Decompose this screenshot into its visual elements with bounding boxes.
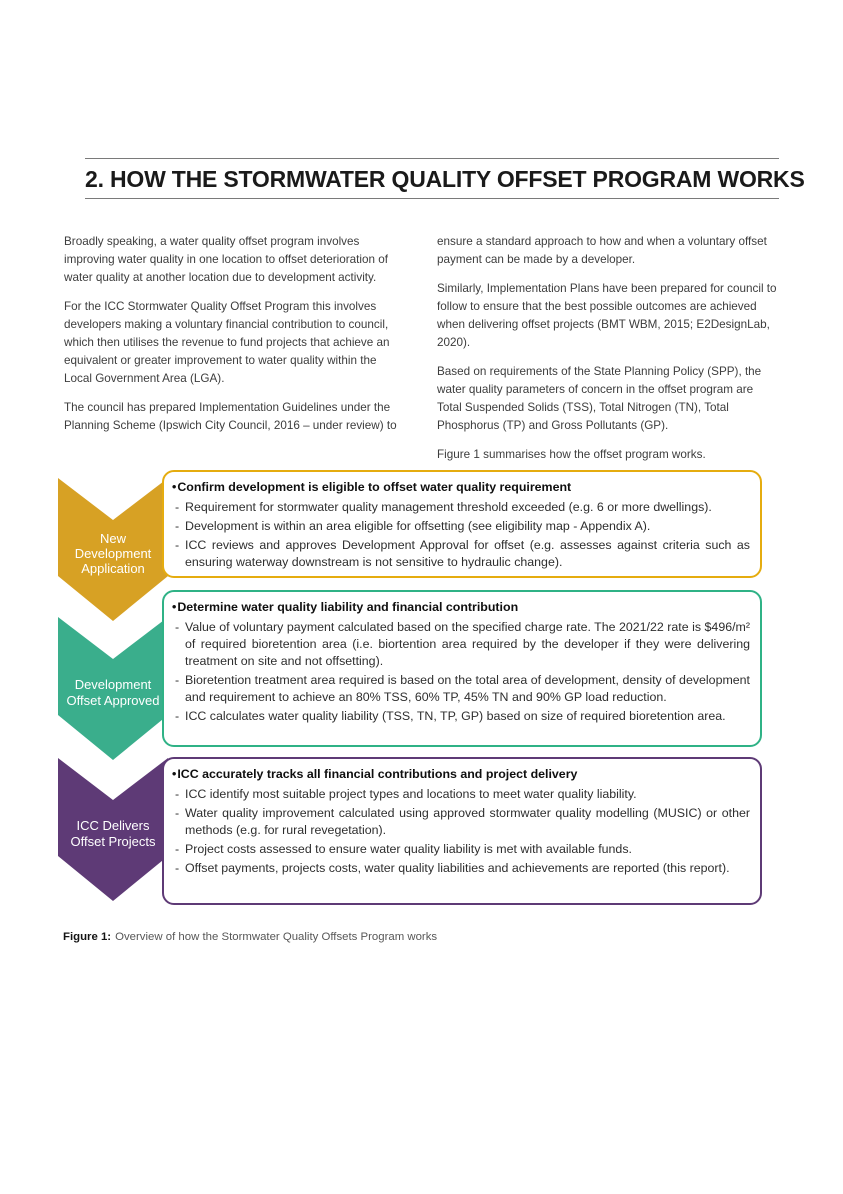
flow-step-box-tracking [162,757,762,905]
paragraph: Similarly, Implementation Plans have been prepared for council to follow to ensure that the best possible outcomes are achieved when delivering offset projects (BMT WBM, 2015; E2DesignLab, 2020). [437,282,777,350]
section-title: 2. HOW THE STORMWATER QUALITY OFFSET PROGRAM WORKS [85,166,805,192]
flow-step-bullet: - Value of voluntary payment calculated based on the specified charge rate. The 2021/22 rate is $496/m² of required bioretention area (i.e. biortention area required by the developer if they were delivering treatment on site and not offsetting). [172,619,750,670]
flow-step-title: • Determine water quality liability and financial contribution [172,599,750,616]
dash-marker [172,499,185,516]
flow-step-bullet: - ICC identify most suitable project types and locations to meet water quality liability. [172,786,750,803]
figure-caption [63,931,437,943]
paragraph: ensure a standard approach to how and when a voluntary offset payment can be made by a developer. [437,235,767,267]
figure-caption-label: Figure 1: [63,931,112,943]
figure-caption-text: Overview of how the Stormwater Quality Offsets Program works [115,931,438,943]
dash-marker [172,841,185,858]
flow-chevron-new-development-application [58,478,168,621]
dash-marker [172,805,185,839]
flow-step-bullet: - Offset payments, projects costs, water quality liabilities and achievements are reported (this report). [172,860,750,877]
flow-step-bullet: - Project costs assessed to ensure water quality liability is met with available funds. [172,841,750,858]
intro-right-column [437,233,780,475]
flow-step-label: Development Offset Approved [66,677,160,708]
flow-step-bullet: - Requirement for stormwater quality management threshold exceeded (e.g. 6 or more dwellings). [172,499,750,516]
flow-step-label: ICC Delivers Offset Projects [70,818,156,849]
dash-marker [172,672,185,706]
dash-marker [172,619,185,670]
flow-step-label: New Development Application [74,530,152,577]
intro-text [64,233,780,475]
flow-step-bullet: - Bioretention treatment area required is based on the total area of development, density of development and requirement to achieve an 80% TSS, 60% TP, 45% TN and 90% GP load reduction. [172,672,750,706]
section-heading [85,158,805,199]
dash-marker [172,860,185,877]
flow-chevron-development-offset-approved [58,617,168,760]
paragraph: The council has prepared Implementation Guidelines under the Planning Scheme (Ipswich City Council, 2016 – under review) to [64,401,397,433]
flow-step-box-liability [162,590,762,747]
flow-step-bullet: - ICC reviews and approves Development Approval for offset (e.g. assesses against criteria such as ensuring waterway downstream is not sensitive to hydraulic change). [172,537,750,571]
flow-chevron-icc-delivers-offset-projects [58,758,168,901]
dash-marker [172,518,185,535]
flowchart-figure [58,470,764,918]
flow-step-title: • Confirm development is eligible to offset water quality requirement [172,479,750,496]
dash-marker [172,786,185,803]
flow-step-bullet: - Water quality improvement calculated using approved stormwater quality modelling (MUSIC) or other methods (e.g. for rural revegetation). [172,805,750,839]
paragraph: Broadly speaking, a water quality offset program involves improving water quality in one location to offset deterioration of water quality at another location due to development activity. [64,235,388,285]
dash-marker [172,537,185,571]
paragraph: Figure 1 summarises how the offset program works. [437,448,706,462]
intro-left-column [64,233,407,475]
flow-step-bullet: - ICC calculates water quality liability (TSS, TN, TP, GP) based on size of required bioretention area. [172,708,750,725]
flow-step-title: • ICC accurately tracks all financial contributions and project delivery [172,766,750,783]
flow-step-bullet: - Development is within an area eligible for offsetting (see eligibility map - Appendix A). [172,518,750,535]
paragraph: Based on requirements of the State Planning Policy (SPP), the water quality parameters of concern in the offset program are Total Suspended Solids (TSS), Total Nitrogen (TN), Total Phosphorus (TP) and Gross Pollutants (GP). [437,365,762,433]
flow-step-box-eligibility [162,470,762,578]
dash-marker [172,708,185,725]
paragraph: For the ICC Stormwater Quality Offset Program this involves developers making a voluntary financial contribution to council, which then utilises the revenue to fund projects that achieve an equivalent or greater improvement to water quality within the Local Government Area (LGA). [64,300,390,386]
